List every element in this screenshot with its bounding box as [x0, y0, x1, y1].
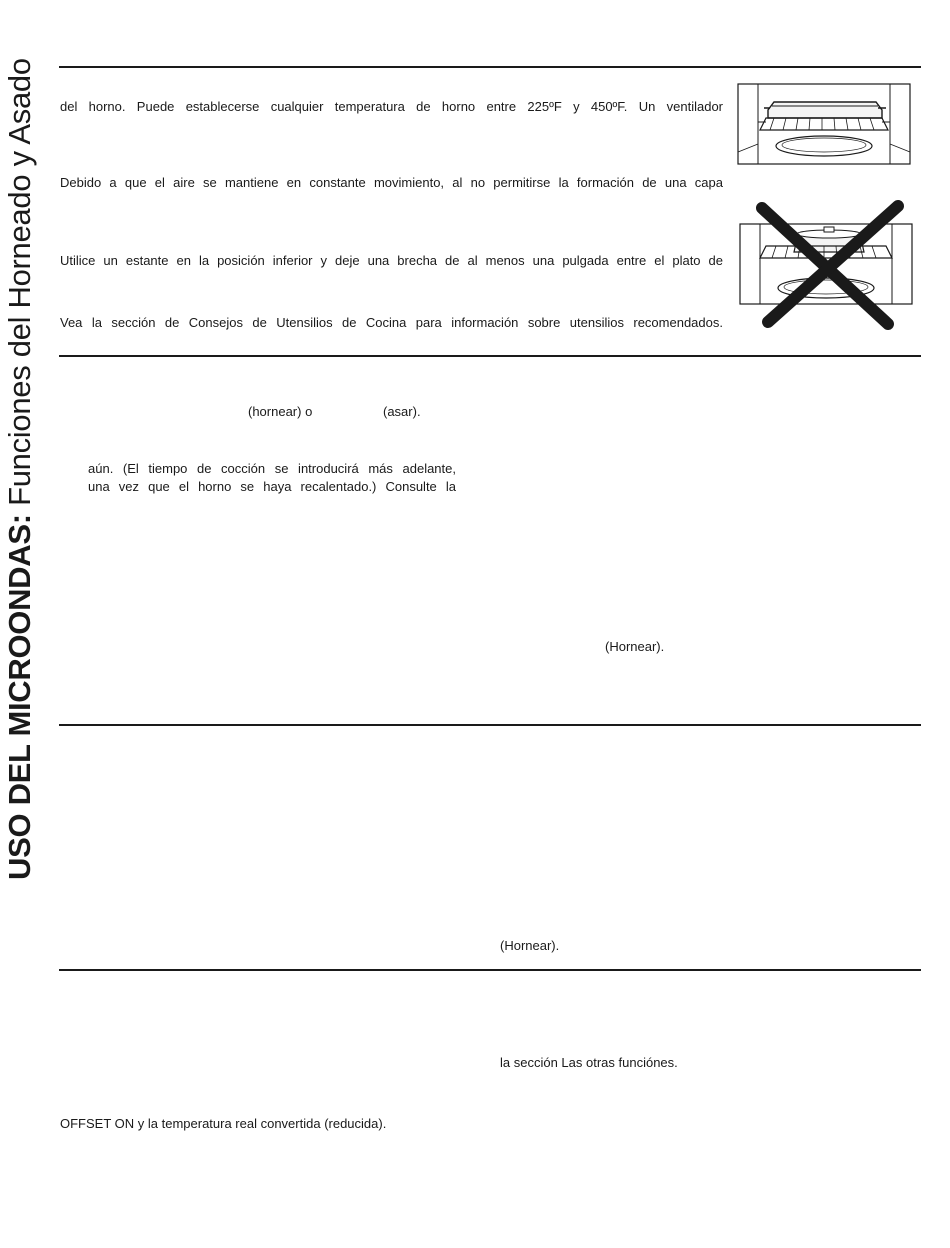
divider-3 — [59, 724, 921, 726]
section2-line-a: aún. (El tiempo de cocción se introducirá más adelante, — [88, 461, 456, 476]
section2-hornear-o: (hornear) o — [248, 404, 313, 419]
divider-top — [59, 66, 921, 68]
section1-line3: Utilice un estante en la posición inferior y deje una brecha de al menos una pulgada entre el plato de — [60, 253, 723, 268]
section2-line-b: una vez que el horno se haya recalentado.) Consulte la — [88, 479, 456, 494]
section2-asar: (asar). — [383, 404, 421, 419]
section4-offset: OFFSET ON y la temperatura real convertida (reducida). — [60, 1116, 387, 1131]
side-title-light: Funciones del Horneado y Asado — [2, 58, 37, 506]
oven-rack-correct-icon — [736, 82, 912, 166]
section1-line4: Vea la sección de Consejos de Utensilios de Cocina para información sobre utensilios recomendados. — [60, 315, 723, 330]
section2-hornear: (Hornear). — [605, 639, 665, 654]
divider-4 — [59, 969, 921, 971]
side-title — [4, 58, 36, 880]
section4-otras-funciones: la sección Las otras funciónes. — [500, 1055, 678, 1070]
section1-line1: del horno. Puede establecerse cualquier temperatura de horno entre 225ºF y 450ºF. Un ventilador — [60, 99, 723, 114]
oven-rack-incorrect-icon — [738, 200, 916, 332]
divider-2 — [59, 355, 921, 357]
side-title-bold: USO DEL MICROONDAS: — [2, 514, 37, 880]
section1-line2: Debido a que el aire se mantiene en constante movimiento, al no permitirse la formación de una capa — [60, 175, 723, 190]
section3-hornear: (Hornear). — [500, 938, 560, 953]
